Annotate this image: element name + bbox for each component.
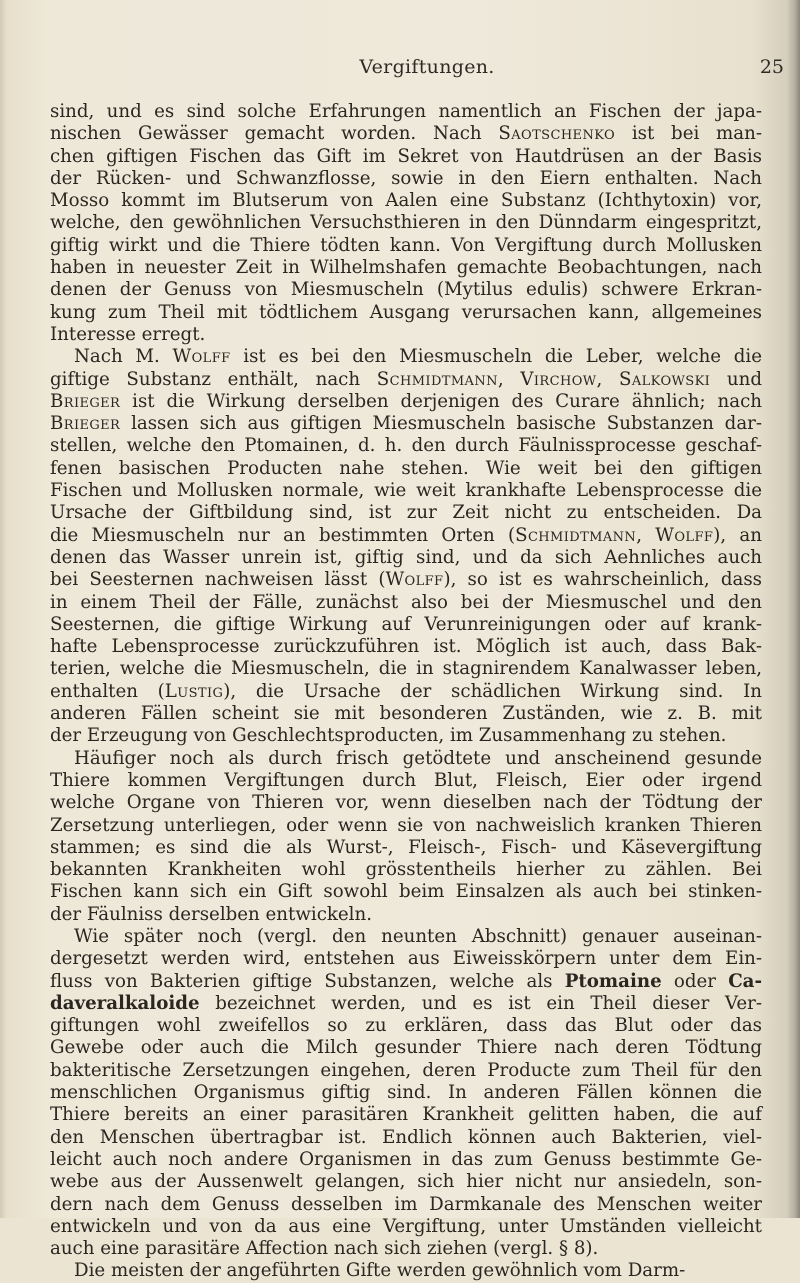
text-run: ), so ist es wahrscheinlich, dass — [443, 569, 762, 591]
text-run: hafte Lebensprocesse zurückzuführen ist. Möglich ist auch, dass Bak- — [50, 636, 762, 658]
text-line — [50, 346, 762, 368]
author-name: Wolff — [172, 346, 231, 368]
text-line — [50, 1082, 762, 1104]
text-line — [50, 1260, 762, 1282]
text-run: giftige Substanz enthält, nach — [50, 368, 377, 390]
text-run: Thiere kommen Vergiftungen durch Blut, Fleisch, Eier oder irgend — [50, 769, 762, 791]
text-line — [50, 569, 762, 591]
running-title: Vergiftungen. — [359, 56, 495, 78]
text-line — [50, 1149, 762, 1171]
text-line — [50, 614, 762, 636]
text-run: Wie später noch (vergl. den neunten Abschnitt) genauer auseinan- — [74, 925, 762, 947]
text-run: Mosso kommt im Blutserum von Aalen eine Substanz (Ichthytoxin) vor, — [50, 190, 762, 212]
text-line — [50, 681, 762, 703]
text-line — [50, 369, 762, 391]
text-line — [50, 279, 762, 301]
text-line — [50, 703, 762, 725]
text-line — [50, 235, 762, 257]
page-right-edge-shadow — [786, 0, 800, 1218]
text-line — [50, 123, 762, 145]
text-run: auch eine parasitäre Affection nach sich ziehen (vergl. § 8). — [50, 1238, 599, 1260]
text-line — [50, 146, 762, 168]
text-run: der Fäulniss derselben entwickeln. — [50, 903, 372, 925]
text-run: ist die Wirkung derselben derjenigen des Curare ähnlich; nach — [120, 390, 762, 412]
text-run: enthalten ( — [50, 680, 165, 702]
text-run: bekannten Krankheiten wohl grösstentheils hierher zu zählen. Bei — [50, 859, 762, 881]
text-run: lassen sich aus giftigen Miesmuscheln basische Substanzen dar- — [120, 413, 762, 435]
text-run: bakteritische Zersetzungen eingehen, deren Producte zum Theil für den — [50, 1059, 762, 1081]
text-run: leicht auch noch andere Organismen in das zum Genuss bestimmte Ge- — [50, 1148, 762, 1170]
text-line — [50, 792, 762, 814]
text-run: entwickeln und von da aus eine Vergiftung, unter Umständen vielleicht — [50, 1215, 762, 1237]
author-name: Wolff — [655, 524, 714, 546]
text-run: ), an — [713, 524, 762, 546]
text-run: Die meisten der angeführten Gifte werden gewöhnlich vom Darm- — [74, 1260, 686, 1282]
text-run: welche Organe von Thieren vor, wenn dieselben nach der Tödtung der — [50, 792, 762, 814]
text-line — [50, 748, 762, 770]
text-run: der Erzeugung von Geschlechtsproducten, im Zusammenhang zu stehen. — [50, 725, 727, 747]
text-run: , — [636, 524, 656, 546]
text-run: den Menschen übertragbar ist. Endlich können auch Bakterien, viel- — [50, 1126, 762, 1148]
text-run: terien, welche die Miesmuscheln, die in stagnirendem Kanalwasser leben, — [50, 658, 762, 680]
text-run: ist es bei den Miesmuscheln die Leber, welche die — [230, 346, 762, 368]
text-line — [50, 435, 762, 457]
text-line — [50, 1238, 762, 1260]
page-left-edge — [0, 0, 6, 1218]
text-run: Thiere bereits an einer parasitären Krankheit gelitten haben, die auf — [50, 1104, 762, 1126]
text-run: , — [596, 368, 619, 390]
text-line — [50, 1060, 762, 1082]
text-line — [50, 1104, 762, 1126]
text-line — [50, 948, 762, 970]
text-line — [50, 1194, 762, 1216]
emphasized-term: Ca- — [728, 970, 762, 992]
text-run: Häufiger noch als durch frisch getödtete und anscheinend gesunde — [74, 747, 762, 769]
text-run: Gewebe oder auch die Milch gesunder Thiere nach deren Tödtung — [50, 1037, 762, 1059]
text-run: nischen Gewässer gemacht worden. Nach — [50, 123, 499, 145]
text-line — [50, 904, 762, 926]
text-run: Fischen und Mollusken normale, wie weit krankhafte Lebensprocesse die — [50, 480, 762, 502]
text-run: dern nach dem Genuss desselben im Darmkanale des Menschen weiter — [50, 1193, 762, 1215]
text-run: welche, den gewöhnlichen Versuchsthieren in den Dünndarm eingespritzt, — [50, 212, 762, 234]
text-line — [50, 859, 762, 881]
emphasized-term: Ptomaine — [564, 970, 662, 992]
text-line — [50, 725, 762, 747]
text-line — [50, 658, 762, 680]
text-line — [50, 993, 762, 1015]
text-run: giftig wirkt und die Thiere tödten kann. Von Vergiftung durch Mollusken — [50, 234, 762, 256]
text-run: oder — [661, 970, 729, 992]
author-name: Lustig — [164, 680, 224, 702]
emphasized-term: daveralkaloide — [50, 992, 200, 1014]
text-line — [50, 1015, 762, 1037]
text-line — [50, 592, 762, 614]
text-run: und — [710, 368, 762, 390]
text-run: in einem Theil der Fälle, zunächst also bei der Miesmuschel und den — [50, 591, 762, 613]
text-line — [50, 391, 762, 413]
text-run: giftungen wohl zweifellos so zu erklären, dass das Blut oder das — [50, 1015, 762, 1037]
text-run: denen der Genuss von Miesmuscheln (Mytilus edulis) schwere Erkran- — [50, 279, 762, 301]
text-run: die Miesmuscheln nur an bestimmten Orten ( — [50, 524, 516, 546]
text-line — [50, 1171, 762, 1193]
page-header — [70, 56, 784, 82]
author-name: Schmidtmann — [515, 524, 637, 546]
text-run: chen giftigen Fischen das Gift im Sekret von Hautdrüsen an der Basis — [50, 145, 762, 167]
text-line — [50, 458, 762, 480]
text-run: anderen Fällen scheint sie mit besonderen Zuständen, wie z. B. mit — [50, 703, 762, 725]
page-number: 25 — [759, 56, 784, 78]
text-run: stellen, welche den Ptomainen, d. h. den durch Fäulnissprocesse geschaf- — [50, 435, 762, 457]
text-line — [50, 168, 762, 190]
text-line — [50, 101, 762, 123]
text-line — [50, 502, 762, 524]
text-line — [50, 815, 762, 837]
author-name: Wolff — [385, 569, 444, 591]
text-line — [50, 971, 762, 993]
text-line — [50, 302, 762, 324]
text-line — [50, 881, 762, 903]
text-run: , — [497, 368, 521, 390]
text-line — [50, 1127, 762, 1149]
body-text — [50, 101, 763, 1282]
text-line — [50, 257, 762, 279]
author-name: Virchow — [520, 368, 597, 390]
text-run: ist bei man- — [615, 123, 762, 145]
text-run: bezeichnet werden, und es ist ein Theil dieser Ver- — [199, 992, 762, 1014]
text-line — [50, 413, 762, 435]
text-run: Nach M. — [74, 346, 173, 368]
author-name: Brieger — [50, 390, 121, 412]
text-run: stammen; es sind die als Wurst-, Fleisch-, Fisch- und Käsevergiftung — [50, 836, 762, 858]
author-name: Schmidtmann — [376, 368, 498, 390]
text-run: sind, und es sind solche Erfahrungen namentlich an Fischen der japa- — [50, 101, 762, 122]
text-run: fluss von Bakterien giftige Substanzen, welche als — [50, 970, 565, 992]
text-run: der Rücken- und Schwanzflosse, sowie in den Eiern enthalten. Nach — [50, 167, 762, 189]
text-run: Zersetzung unterliegen, oder wenn sie von nachweislich kranken Thieren — [50, 814, 762, 836]
text-line — [50, 636, 762, 658]
text-run: fenen basischen Producten nahe stehen. Wie weit bei den giftigen — [50, 457, 762, 479]
text-run: Interesse erregt. — [50, 323, 206, 345]
text-line — [50, 1037, 762, 1059]
text-run: bei Seesternen nachweisen lässt ( — [50, 569, 386, 591]
text-run: menschlichen Organismus giftig sind. In anderen Fällen können die — [50, 1082, 762, 1104]
text-line — [50, 547, 762, 569]
text-line — [50, 837, 762, 859]
text-line — [50, 324, 762, 346]
text-line — [50, 770, 762, 792]
text-line — [50, 525, 762, 547]
text-run: ), die Ursache der schädlichen Wirkung sind. In — [223, 680, 763, 702]
text-run: dergesetzt werden wird, entstehen aus Eiweisskörpern unter dem Ein- — [50, 948, 762, 970]
text-run: haben in neuester Zeit in Wilhelmshafen gemachte Beobachtungen, nach — [50, 257, 762, 279]
text-run: Seesternen, die giftige Wirkung auf Verunreinigungen oder auf krank- — [50, 613, 762, 635]
text-line — [50, 212, 762, 234]
author-name: Salkowski — [619, 368, 711, 390]
text-line — [50, 1216, 762, 1238]
text-line — [50, 480, 762, 502]
text-run: Fischen kann sich ein Gift sowohl beim Einsalzen als auch bei stinken- — [50, 881, 762, 903]
text-run: kung zum Theil mit tödtlichem Ausgang verursachen kann, allgemeines — [50, 301, 762, 323]
author-name: Saotschenko — [498, 123, 616, 145]
text-run: Ursache der Giftbildung sind, ist zur Zeit nicht zu entscheiden. Da — [50, 502, 762, 524]
text-run: webe aus der Aussenwelt gelangen, sich hier nicht nur ansiedeln, son- — [50, 1171, 762, 1193]
text-run: denen das Wasser unrein ist, giftig sind, und da sich Aehnliches auch — [50, 546, 762, 568]
author-name: Brieger — [50, 413, 121, 435]
text-line — [50, 190, 762, 212]
text-line — [50, 926, 762, 948]
